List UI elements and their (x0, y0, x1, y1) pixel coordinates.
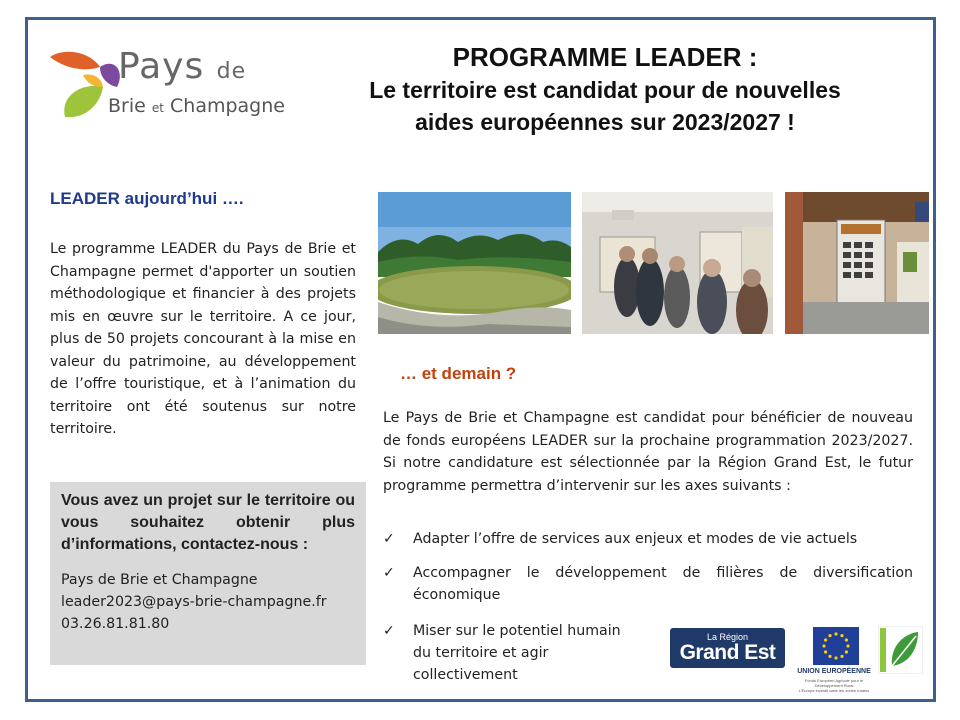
logo-wordmark-line2: Brie et Champagne (108, 95, 285, 117)
european-union-logo (795, 627, 873, 693)
photo-shop-front (785, 192, 929, 334)
paragraph-tomorrow: Le Pays de Brie et Champagne est candidat pour bénéficier de nouveau de fonds européens LEADER sur la prochaine programmation 2023/2027. Si notre candidature est sélectionnée par la Région Grand Est, le futur programme permettra d’intervenir sur les axes suivants : (383, 410, 913, 494)
photo-pond (378, 192, 571, 334)
logo-wordmark-line1: Pays de (118, 46, 247, 87)
title-line-2: Le territoire est candidat pour de nouvelles (369, 77, 841, 103)
list-item-text: Accompagner le développement de filières de diversification économique (413, 565, 913, 603)
region-logo-big-text: Grand Est (679, 641, 776, 664)
list-item-text: Miser sur le potentiel humain du territoire et agir collectivement (413, 623, 621, 683)
contact-box (50, 482, 366, 665)
title-line-1: PROGRAMME LEADER : (452, 42, 758, 72)
contact-phone[interactable]: 03.26.81.81.80 (61, 616, 170, 632)
eu-flag-icon (813, 627, 859, 665)
contact-lead: Vous avez un projet sur le territoire ou vous souhaitez obtenir plus d’informations, contactez-nous : (61, 492, 355, 553)
eu-subtitle: Fonds Européen Agricole pour le Développement Rural L’Europe investit dans les zones rurales (798, 678, 870, 693)
checkmark-icon: ✓ (383, 531, 395, 547)
checkmark-icon: ✓ (383, 565, 395, 581)
title-line-3: aides européennes sur 2023/2027 ! (415, 109, 795, 135)
section-heading-today: LEADER aujourd’hui …. (50, 189, 244, 208)
contact-email[interactable]: leader2023@pays-brie-champagne.fr (61, 594, 327, 610)
region-logo-small-text: La Région (706, 632, 749, 642)
eu-label: UNION EUROPÉENNE (797, 668, 871, 675)
contact-organization: Pays de Brie et Champagne (61, 572, 258, 588)
page-title (300, 40, 910, 138)
list-item-text: Adapter l’offre de services aux enjeux et modes de vie actuels (413, 531, 858, 547)
leader-leaf-icon (878, 626, 923, 674)
contact-info (61, 569, 355, 635)
paragraph-today: Le programme LEADER du Pays de Brie et Champagne permet d'apporter un soutien méthodologique et financier à des projets mis en œuvre sur le territoire. A ce jour, plus de 50 projets concourant à la mise en valeur du patrimoine, au développement de l’offre touristique, et à l’animation du territoire ont été soutenus sur notre territoire. (50, 241, 356, 437)
photo-meeting-room (582, 192, 773, 334)
leader-logo (878, 626, 923, 674)
section-heading-tomorrow: … et demain ? (400, 364, 517, 383)
region-grand-est-logo (670, 628, 785, 668)
checkmark-icon: ✓ (383, 623, 395, 639)
